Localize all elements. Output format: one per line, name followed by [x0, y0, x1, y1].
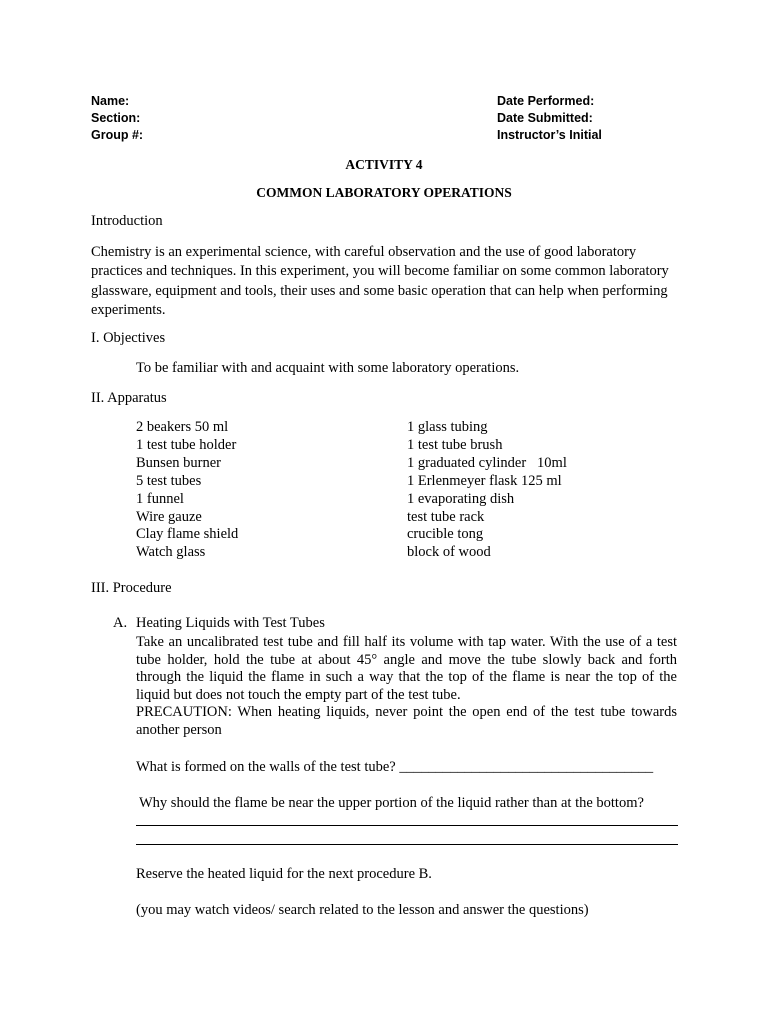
- apparatus-item: Watch glass: [136, 544, 206, 561]
- apparatus-item: 5 test tubes: [136, 472, 202, 489]
- apparatus-item: block of wood: [407, 544, 491, 561]
- section-label: Section:: [91, 111, 141, 125]
- step-a-instructions: Take an uncalibrated test tube and fill half its volume with tap water. With the use of a test tube holder, hold the tube at about 45° angle and move the tube slowly back and forth through the liquid the flame in such a way that the top of the flame is near the top of the liquid but does not touch the empty part of the test tube.: [136, 634, 677, 703]
- precaution-text: PRECAUTION: When heating liquids, never point the open end of the test tube towards another person: [136, 704, 677, 738]
- group-label: Group #:: [91, 128, 144, 142]
- apparatus-item: Wire gauze: [136, 508, 202, 525]
- study-note: (you may watch videos/ search related to the lesson and answer the questions): [136, 902, 589, 918]
- apparatus-item: crucible tong: [407, 526, 484, 543]
- apparatus-item: 2 beakers 50 ml: [136, 419, 229, 435]
- procedure-heading: III. Procedure: [91, 580, 172, 596]
- apparatus-list-left: [136, 419, 238, 562]
- date-performed-label: Date Performed:: [497, 94, 595, 108]
- page-title: COMMON LABORATORY OPERATIONS: [256, 185, 512, 200]
- instructor-initial-label: Instructor’s Initial: [497, 128, 602, 142]
- apparatus-item: test tube rack: [407, 508, 485, 525]
- apparatus-item: Bunsen burner: [136, 454, 221, 471]
- activity-title: ACTIVITY 4: [345, 157, 423, 172]
- introduction-body: Chemistry is an experimental science, with careful observation and the use of good laboratory practices and techniques. In this experiment, you will become familiar on some common laboratory glassware, equipment and tools, their uses and some basic operation that can help when performing experiments.: [91, 244, 669, 318]
- question-1: What is formed on the walls of the test tube? ___________________________________: [136, 759, 654, 775]
- objectives-heading: I. Objectives: [91, 330, 166, 346]
- student-info-block: [91, 93, 143, 144]
- objectives-text: To be familiar with and acquaint with some laboratory operations.: [136, 360, 520, 376]
- apparatus-item: Clay flame shield: [136, 526, 239, 543]
- date-info-block: [497, 93, 602, 144]
- apparatus-item: 1 test tube holder: [136, 436, 237, 453]
- apparatus-item: 1 glass tubing: [407, 419, 488, 435]
- step-a-title: Heating Liquids with Test Tubes: [136, 615, 325, 631]
- introduction-heading: Introduction: [91, 213, 163, 229]
- reserve-note: Reserve the heated liquid for the next procedure B.: [136, 866, 432, 882]
- date-submitted-label: Date Submitted:: [497, 111, 593, 125]
- apparatus-item: 1 test tube brush: [407, 436, 503, 453]
- step-a-body: [136, 634, 677, 739]
- apparatus-heading: II. Apparatus: [91, 390, 167, 406]
- apparatus-item: 1 Erlenmeyer flask 125 ml: [407, 472, 562, 489]
- answer-line: [136, 825, 678, 826]
- answer-line: [136, 844, 678, 845]
- apparatus-item: 1 graduated cylinder 10ml: [407, 454, 567, 471]
- step-a-marker: A.: [113, 615, 128, 631]
- question-2: Why should the flame be near the upper portion of the liquid rather than at the bottom?: [139, 795, 644, 811]
- apparatus-item: 1 evaporating dish: [407, 490, 515, 507]
- name-label: Name:: [91, 94, 130, 108]
- apparatus-item: 1 funnel: [136, 490, 184, 507]
- apparatus-list-right: [407, 419, 567, 562]
